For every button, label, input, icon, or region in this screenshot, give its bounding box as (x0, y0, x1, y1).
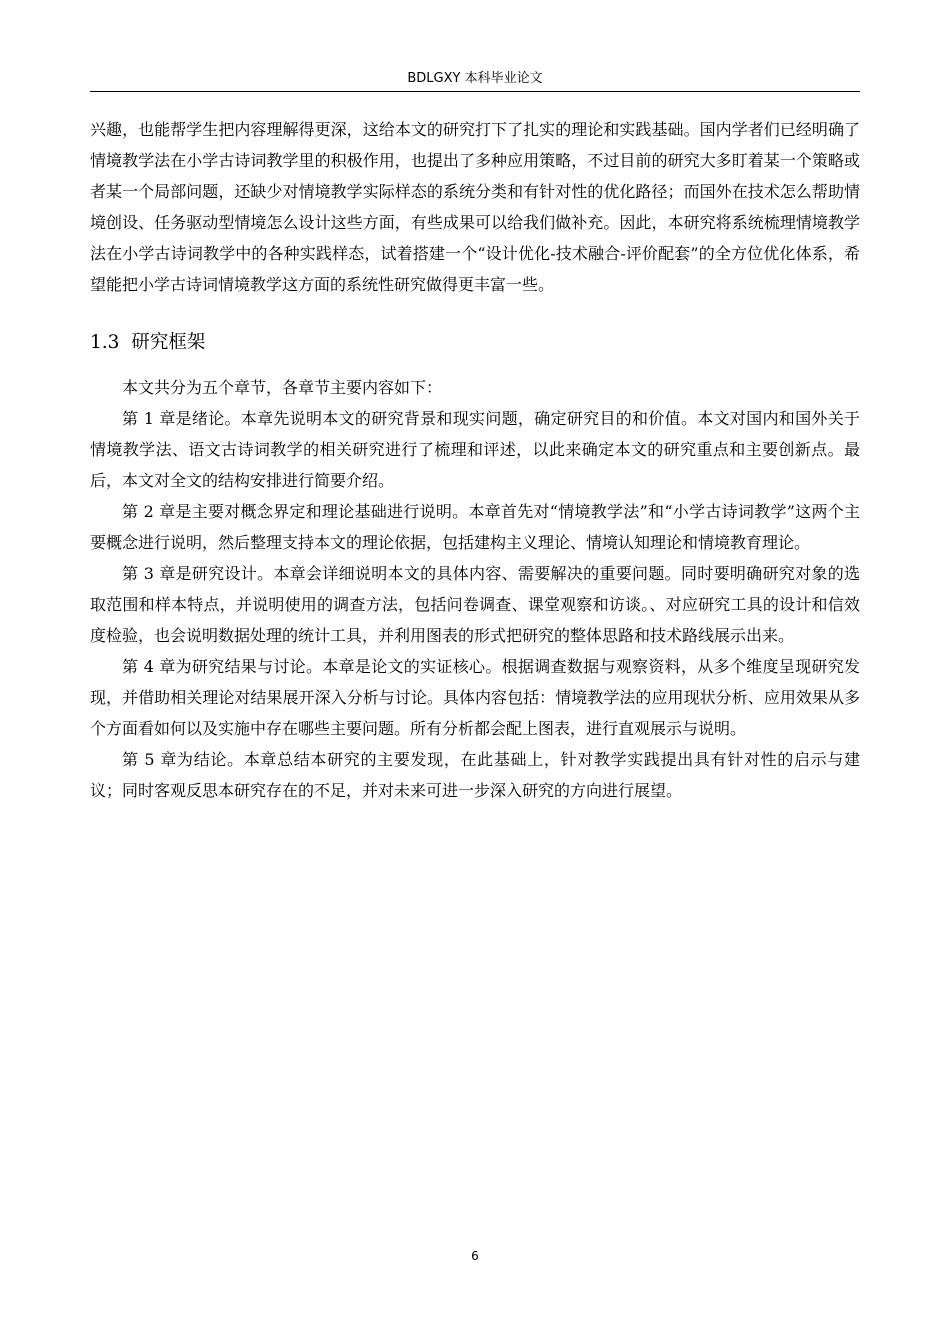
chapter-2-summary: 第 2 章是主要对概念界定和理论基础进行说明。本章首先对“情境教学法”和“小学古诗词教学”这两个主要概念进行说明，然后整理支持本文的理论依据，包括建构主义理论、情境认知理论和情境教育理论。 (90, 502, 860, 552)
page-body (90, 114, 860, 806)
chapter-1-summary: 第 1 章是绪论。本章先说明本文的研究背景和现实问题，确定研究目的和价值。本文对国内和国外关于情境教学法、语文古诗词教学的相关研究进行了梳理和评述，以此来确定本文的研究重点和主要创新点。最后，本文对全文的结构安排进行简要介绍。 (90, 409, 860, 490)
page-number: 6 (471, 1249, 479, 1263)
section-title: 研究框架 (131, 332, 206, 353)
section-intro: 本文共分为五个章节，各章节主要内容如下： (122, 378, 443, 397)
header-divider (90, 91, 860, 92)
chapter-5-summary: 第 5 章为结论。本章总结本研究的主要发现，在此基础上，针对教学实践提出具有针对性的启示与建议；同时客观反思本研究存在的不足，并对未来可进一步深入研究的方向进行展望。 (90, 750, 860, 800)
chapter-4-summary: 第 4 章为研究结果与讨论。本章是论文的实证核心。根据调查数据与观察资料，从多个维度呈现研究发现，并借助相关理论对结果展开深入分析与讨论。具体内容包括：情境教学法的应用现状分析、应用效果从多个方面看如何以及实施中存在哪些主要问题。所有分析都会配上图表，进行直观展示与说明。 (90, 657, 860, 738)
running-header: BDLGXY 本科毕业论文 (407, 71, 543, 86)
section-heading (90, 328, 860, 358)
continued-paragraph: 兴趣，也能帮学生把内容理解得更深，这给本文的研究打下了扎实的理论和实践基础。国内学者们已经明确了情境教学法在小学古诗词教学里的积极作用，也提出了多种应用策略，不过目前的研究大多盯着某一个策略或者某一个局部问题，还缺少对情境教学实际样态的系统分类和有针对性的优化路径；而国外在技术怎么帮助情境创设、任务驱动型情境怎么设计这些方面，有些成果可以给我们做补充。因此，本研究将系统梳理情境教学法在小学古诗词教学中的各种实践样态，试着搭建一个“设计优化-技术融合-评价配套”的全方位优化体系，希望能把小学古诗词情境教学这方面的系统性研究做得更丰富一些。 (90, 120, 860, 294)
section-number: 1.3 (90, 332, 120, 353)
chapter-3-summary: 第 3 章是研究设计。本章会详细说明本文的具体内容、需要解决的重要问题。同时要明确研究对象的选取范围和样本特点，并说明使用的调查方法，包括问卷调查、课堂观察和访谈。、对应研究工具的设计和信效度检验，也会说明数据处理的统计工具，并利用图表的形式把研究的整体思路和技术路线展示出来。 (90, 564, 860, 645)
